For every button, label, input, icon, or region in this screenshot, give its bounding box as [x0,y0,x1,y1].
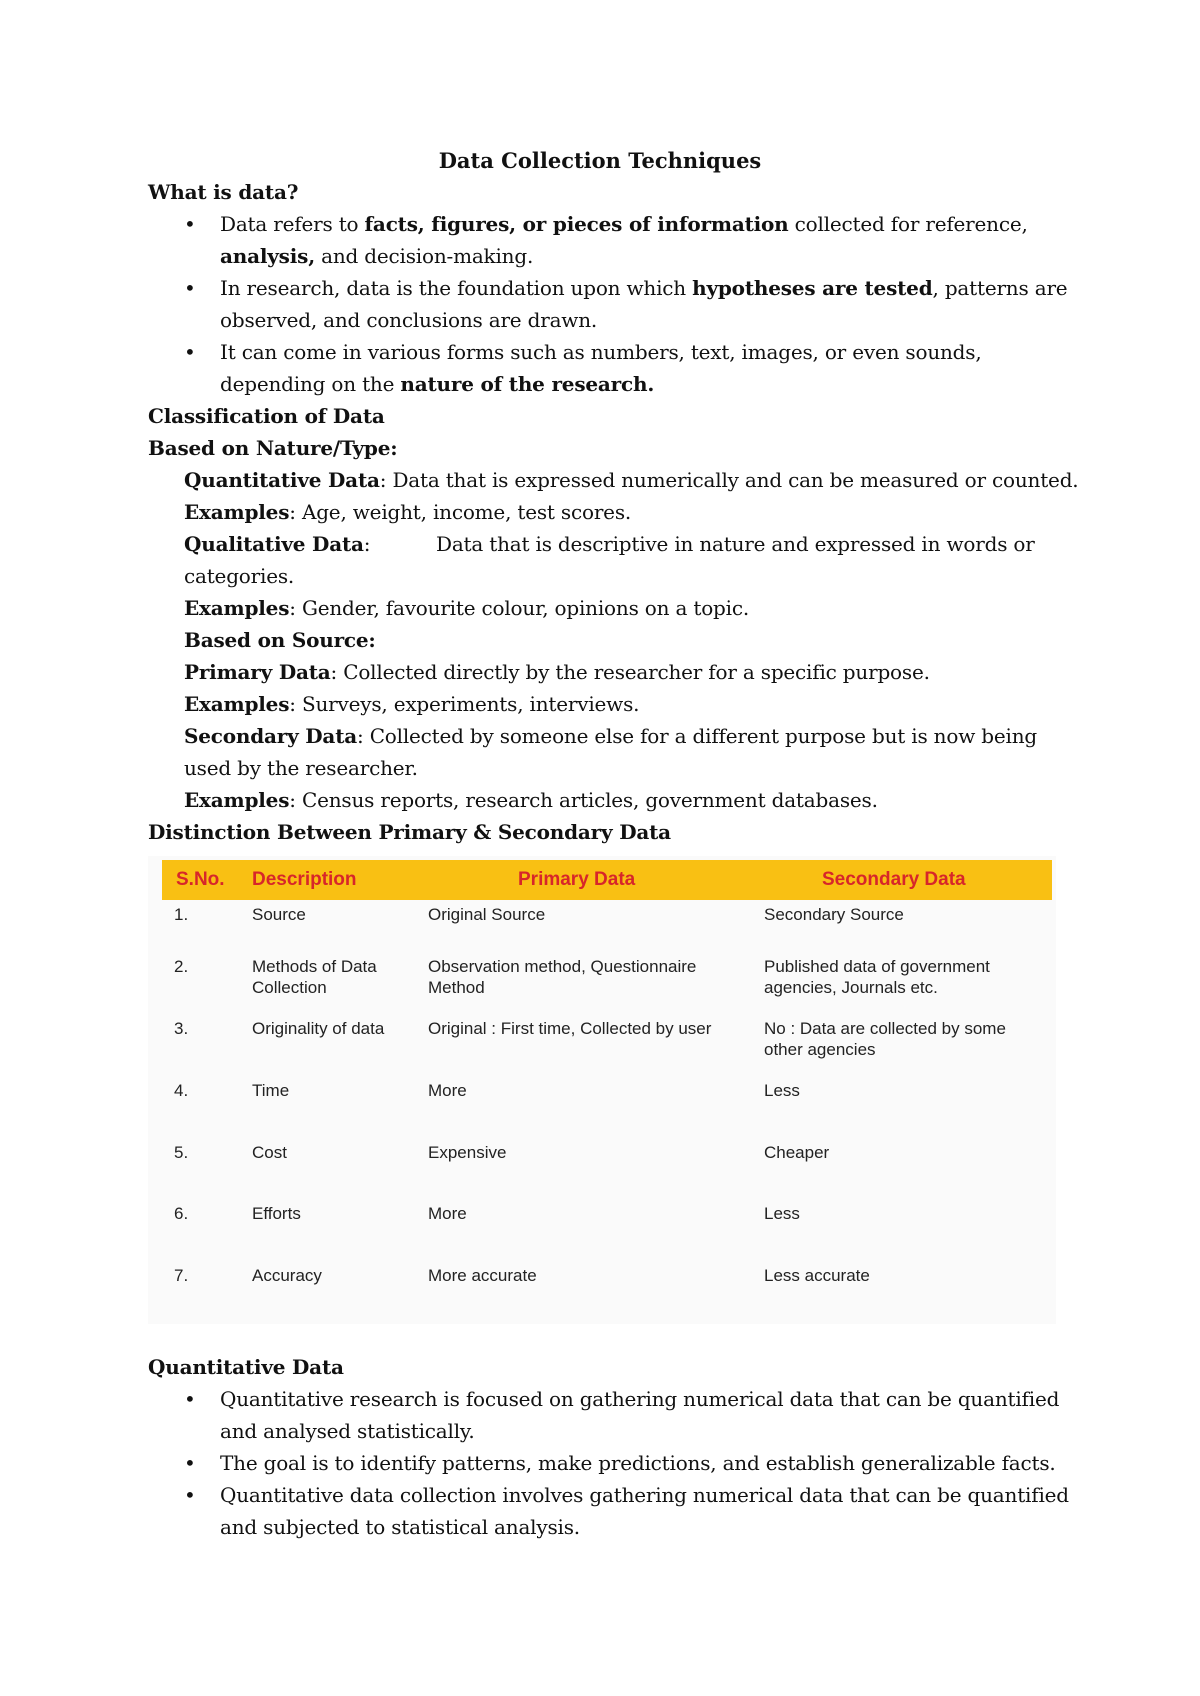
cell-primary: More [428,1081,467,1100]
qualitative-examples: Examples: Gender, favourite colour, opinions on a topic. [184,596,750,620]
secondary-examples: Examples: Census reports, research articles, government databases. [184,788,878,812]
bullet-text: It can come in various forms such as numbers, text, images, or even sounds, [220,340,982,364]
comparison-table [148,856,1056,1324]
bullet-icon: • [184,212,196,236]
bullet-icon: • [184,340,196,364]
cell-sno: 5. [174,1143,189,1162]
cell-description: Originality of data [252,1019,385,1038]
primary-definition: Primary Data: Collected directly by the researcher for a specific purpose. [184,660,930,684]
cell-primary: Method [428,978,485,997]
classification-heading: Classification of Data [148,404,385,428]
cell-primary: Original : First time, Collected by user [428,1019,712,1038]
quantitative-definition: Quantitative Data: Data that is expressed numerically and can be measured or counted. [184,468,1079,492]
cell-primary: More [428,1204,467,1223]
cell-description: Methods of Data [252,957,377,976]
bullet-text: Quantitative research is focused on gathering numerical data that can be quantified [220,1387,1060,1411]
cell-sno: 3. [174,1019,189,1038]
bullet-text: Quantitative data collection involves gathering numerical data that can be quantified [220,1483,1069,1507]
bullet-text: depending on the nature of the research. [220,372,655,396]
secondary-definition: Secondary Data: Collected by someone else for a different purpose but is now being [184,724,1037,748]
bullet-text: In research, data is the foundation upon which hypotheses are tested, patterns are [220,276,1068,300]
cell-description: Efforts [252,1204,301,1223]
table-header-row [162,860,1052,900]
cell-secondary: Published data of government [764,957,990,976]
header-secondary: Secondary Data [822,869,966,890]
cell-secondary: Secondary Source [764,905,904,924]
header-sno: S.No. [176,869,225,890]
header-description: Description [252,869,357,890]
qualitative-label: Qualitative Data: [184,532,371,556]
bullet-icon: • [184,1387,196,1411]
cell-sno: 1. [174,905,189,924]
cell-description: Source [252,905,306,924]
cell-secondary: Less [764,1081,800,1100]
cell-primary: Original Source [428,905,546,924]
cell-sno: 7. [174,1266,189,1285]
bullet-text: and subjected to statistical analysis. [220,1515,580,1539]
cell-description: Collection [252,978,327,997]
bullet-icon: • [184,276,196,300]
cell-secondary: Cheaper [764,1143,830,1162]
cell-secondary: other agencies [764,1040,876,1059]
cell-sno: 4. [174,1081,189,1100]
bullet-text: observed, and conclusions are drawn. [220,308,598,332]
document-title: Data Collection Techniques [438,148,762,173]
cell-description: Cost [252,1143,287,1162]
bullet-text: and analysed statistically. [220,1419,475,1443]
cell-sno: 2. [174,957,189,976]
cell-description: Accuracy [252,1266,322,1285]
qualitative-definition-cont: categories. [184,564,295,588]
bullet-icon: • [184,1451,196,1475]
quantitative-examples: Examples: Age, weight, income, test scores. [184,500,632,524]
what-is-data-heading: What is data? [148,180,299,204]
cell-sno: 6. [174,1204,189,1223]
bullet-text: analysis, and decision-making. [220,244,534,268]
source-heading: Based on Source: [184,628,376,652]
nature-heading: Based on Nature/Type: [148,436,398,460]
cell-secondary: agencies, Journals etc. [764,978,938,997]
cell-primary: More accurate [428,1266,537,1285]
cell-secondary: Less [764,1204,800,1223]
cell-description: Time [252,1081,290,1100]
cell-primary: Expensive [428,1143,507,1162]
secondary-definition-cont: used by the researcher. [184,756,418,780]
qualitative-definition: Data that is descriptive in nature and expressed in words or [436,532,1035,556]
cell-secondary: Less accurate [764,1266,870,1285]
header-primary: Primary Data [518,869,636,890]
bullet-text: The goal is to identify patterns, make predictions, and establish generalizable facts. [220,1451,1056,1475]
distinction-heading: Distinction Between Primary & Secondary Data [148,820,671,844]
cell-secondary: No : Data are collected by some [764,1019,1006,1038]
bullet-icon: • [184,1483,196,1507]
quantitative-heading: Quantitative Data [148,1355,344,1379]
cell-primary: Observation method, Questionnaire [428,957,697,976]
bullet-text: Data refers to facts, figures, or pieces of information collected for reference, [220,212,1028,236]
primary-examples: Examples: Surveys, experiments, interviews. [184,692,640,716]
